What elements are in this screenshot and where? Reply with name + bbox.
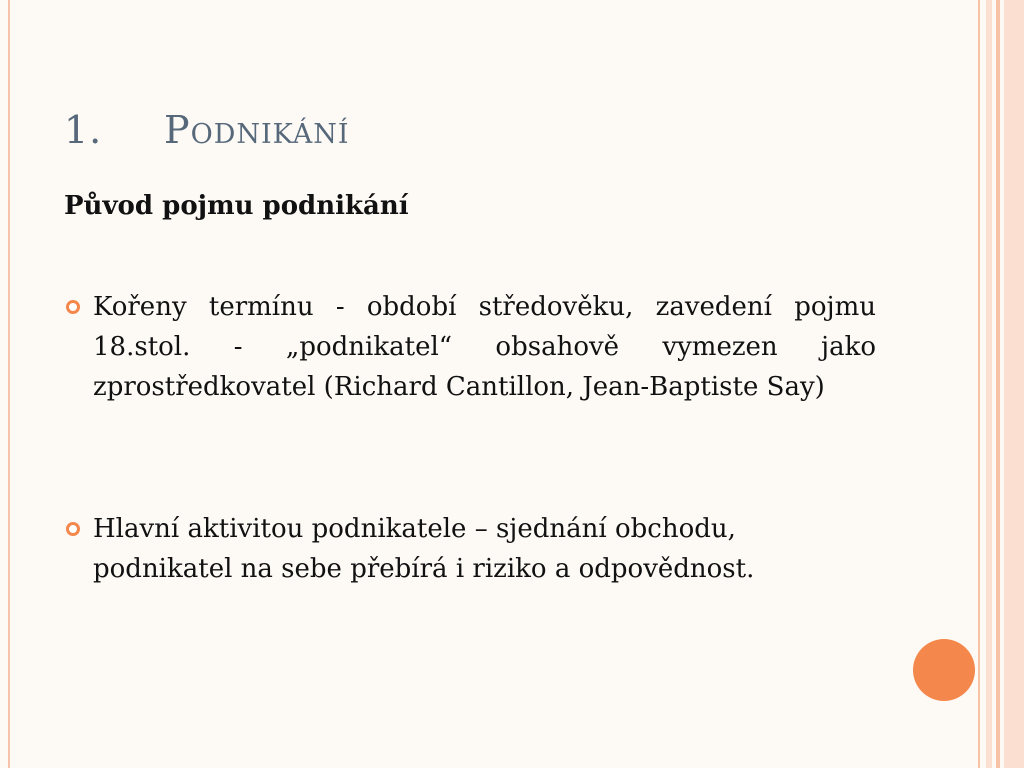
decorative-stripe [1004,0,1024,768]
bullet-item [64,509,876,589]
decorative-stripe [978,0,980,768]
bullet-ring-icon [66,300,80,314]
decorative-stripe [996,0,1000,768]
slide-subtitle: Původ pojmu podnikání [64,191,409,221]
decorative-stripe [986,0,992,768]
decorative-circle [913,639,975,701]
bullet-item [64,287,876,407]
bullet-text: Kořeny termínu - období středověku, zavedení pojmu 18.stol. - „podnikatel“ obsahově vymezen jako zprostředkovatel (Richard Cantillon, Jean-Baptiste Say) [93,292,876,402]
bullet-ring-icon [66,522,80,536]
slide-title: Podnikání [164,108,350,152]
slide-title-number: 1. [64,108,103,152]
slide-left-border [8,0,10,768]
bullet-text: Hlavní aktivitou podnikatele – sjednání obchodu, podnikatel na sebe přebírá i riziko a odpovědnost. [93,514,755,584]
